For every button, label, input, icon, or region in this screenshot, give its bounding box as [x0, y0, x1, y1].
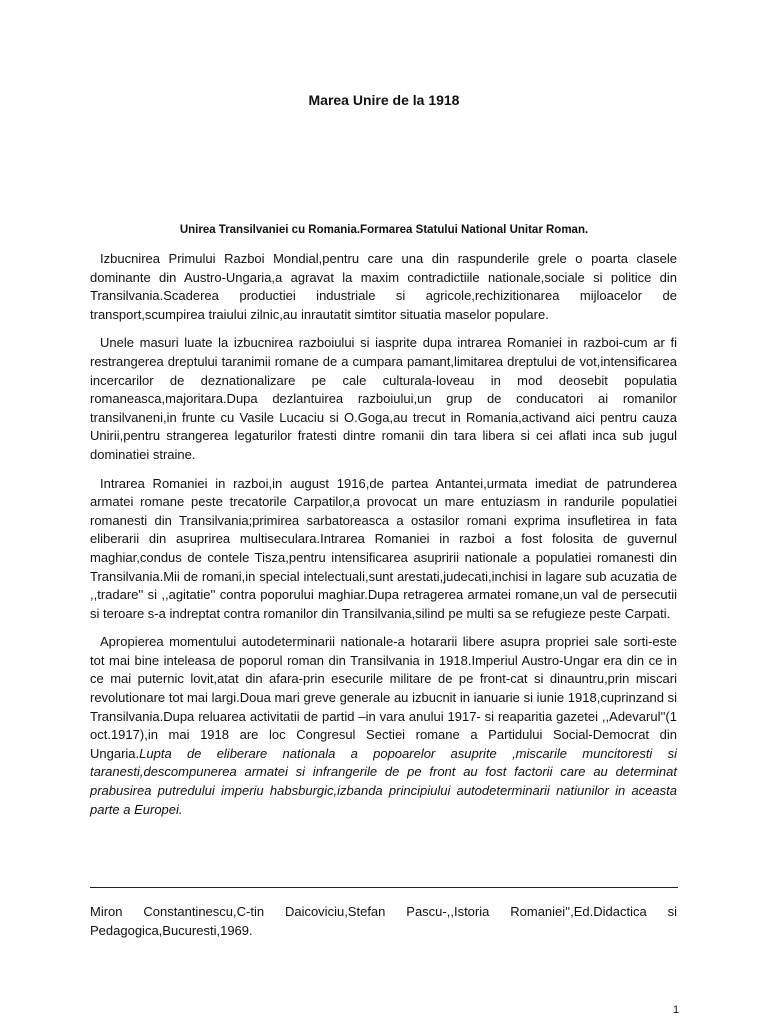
- paragraph-text: Apropierea momentului autodeterminarii nationale-a hotararii libere asupra propriei sale sorti-este tot mai bine inteleasa de poporul roman din Transilvania in 1918.Imperiul Austro-Ungar era din ce in ce mai puternic lovit,atat din afara-prin esecurile militare de pe front-cat si dinauntru,prin miscari revolutionare tot mai largi.Doua mari greve generale au izbucnit in ianuarie si iunie 1918,cuprinzand si Transilvania.Dupa reluarea activitatii de partid –in vara anului 1917- si reaparitia gazetei ,,Adevarul''(1 oct.1917),in mai 1918 are loc Congresul Sectiei romane a Partidului Social-Democrat din Ungaria.: [90, 634, 677, 761]
- paragraph-italic-text: Lupta de eliberare nationala a popoarelor asuprite ,miscarile muncitoresti si taranesti,descompunerea armatei si infrangerile de pe front au fost factorii care au determinat prabusirea putredului imperiu habsburgic,izbanda principiului autodeterminarii natiunilor in aceasta parte a Europei.: [90, 745, 677, 817]
- paragraph: Intrarea Romaniei in razboi,in august 1916,de partea Antantei,urmata imediat de patrunderea armatei romane peste trecatorile Carpatilor,a provocat un mare entuziasm in randurile populatiei romanesti din Transilvania;primirea sarbatoreasca a ostasilor romani exprima insufletirea in fata eliberarii din asuprirea multiseculara.Intrarea Romaniei in razboi a fost folosita de guvernul maghiar,condus de contele Tisza,pentru intensificarea asupririi nationale a populatiei romanesti din Transilvania.Mii de romani,in special intelectuali,sunt arestati,judecati,inchisi in lagare sub acuzatia de ,,tradare'' si ,,agitatie'' contra poporului maghiar.Dupa retragerea armatei romane,un val de persecutii si teroare s-a indreptat contra romanilor din Transilvania,silind pe multi sa se refugieze peste Carpati.: [90, 475, 677, 621]
- footnote-divider: [90, 887, 678, 888]
- paragraph: Unele masuri luate la izbucnirea razboiului si iasprite dupa intrarea Romaniei in razboi-cum ar fi restrangerea dreptului taranimii romane de a cumpara pamant,limitarea dreptului de vot,intensificarea incercarilor de deznationalizare pe cale culturala-loveau in mod deosebit populatia romaneasca,majoritara.Dupa dezlantuirea razboiului,un grup de conducatori ai romanilor transilvaneni,in frunte cu Vasile Lucaciu si O.Goga,au trecut in Romania,activand aici pentru cauza Unirii,pentru strangerea legaturilor fratesti dintre romanii din tara libera si cei aflati inca sub jugul dominatiei straine.: [90, 335, 677, 462]
- bibliography-reference: Miron Constantinescu,C-tin Daicoviciu,Stefan Pascu-,,Istoria Romaniei'',Ed.Didactica si Pedagogica,Bucuresti,1969.: [90, 904, 677, 938]
- section-title: Unirea Transilvaniei cu Romania.Formarea Statului National Unitar Roman.: [179, 224, 589, 236]
- page-number: 1: [672, 1004, 680, 1016]
- document-title: Marea Unire de la 1918: [308, 92, 460, 108]
- paragraph: [90, 633, 677, 819]
- document-body: [90, 250, 677, 829]
- paragraph: Izbucnirea Primului Razboi Mondial,pentru care una din raspunderile grele o poarta clasele dominante din Austro-Ungaria,a agravat la maxim contradictiile nationale,sociale si politice din Transilvania.Scaderea productiei industriale si agricole,rechizitionarea mijloacelor de transport,scumpirea traiului zilnic,au inrautatit simtitor situatia maselor populare.: [90, 251, 677, 322]
